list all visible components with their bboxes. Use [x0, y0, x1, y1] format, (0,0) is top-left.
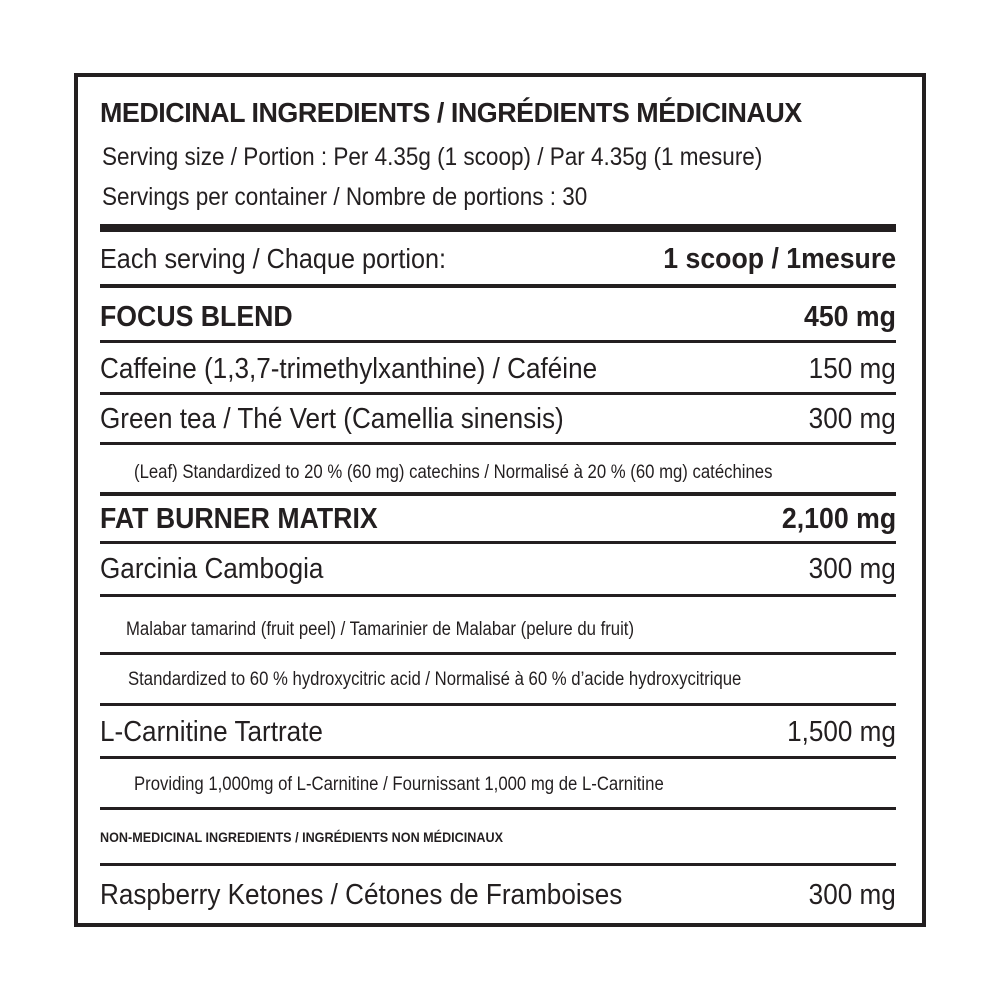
divider — [100, 594, 896, 597]
supplement-facts-panel — [74, 73, 926, 927]
divider — [100, 541, 896, 544]
divider — [100, 284, 896, 288]
divider — [100, 703, 896, 706]
garcinia-name: Garcinia Cambogia — [100, 552, 324, 585]
caffeine-row — [100, 347, 896, 391]
garcinia-amount: 300 mg — [808, 552, 896, 585]
green-tea-note: (Leaf) Standardized to 20 % (60 mg) catechins / Normalisé à 20 % (60 mg) catéchines — [134, 462, 773, 483]
raspberry-ketones-amount: 300 mg — [808, 878, 896, 911]
divider — [100, 392, 896, 395]
fat-burner-amount: 2,100 mg — [781, 502, 896, 535]
divider — [100, 442, 896, 445]
fat-burner-name: FAT BURNER MATRIX — [100, 502, 378, 535]
carnitine-name: L-Carnitine Tartrate — [100, 715, 323, 748]
divider — [100, 652, 896, 655]
fat-burner-row — [100, 497, 896, 541]
divider — [100, 807, 896, 810]
divider — [100, 492, 896, 496]
medicinal-ingredients-title: MEDICINAL INGREDIENTS / INGRÉDIENTS MÉDICINAUX — [100, 97, 802, 128]
green-tea-amount: 300 mg — [808, 402, 896, 435]
focus-blend-amount: 450 mg — [804, 300, 896, 333]
garcinia-note-1: Malabar tamarind (fruit peel) / Tamarinier de Malabar (pelure du fruit) — [126, 619, 635, 640]
raspberry-ketones-row — [100, 873, 896, 917]
each-serving-label: Each serving / Chaque portion: — [100, 243, 447, 274]
caffeine-amount: 150 mg — [808, 352, 896, 385]
green-tea-name: Green tea / Thé Vert (Camellia sinensis) — [100, 402, 564, 435]
serving-size-line: Serving size / Portion : Per 4.35g (1 scoop) / Par 4.35g (1 mesure) — [102, 143, 763, 171]
divider — [100, 863, 896, 866]
carnitine-note: Providing 1,000mg of L-Carnitine / Fournissant 1,000 mg de L-Carnitine — [134, 774, 664, 795]
each-serving-value: 1 scoop / 1mesure — [663, 242, 896, 275]
carnitine-row — [100, 710, 896, 754]
divider — [100, 756, 896, 759]
each-serving-row — [100, 237, 896, 281]
carnitine-amount: 1,500 mg — [787, 715, 896, 748]
servings-per-container-line: Servings per container / Nombre de portions : 30 — [102, 183, 588, 211]
focus-blend-name: FOCUS BLEND — [100, 300, 293, 333]
focus-blend-row — [100, 295, 896, 339]
garcinia-note-2: Standardized to 60 % hydroxycitric acid / Normalisé à 60 % d’acide hydroxycitrique — [128, 669, 742, 690]
caffeine-name: Caffeine (1,3,7-trimethylxanthine) / Caféine — [100, 352, 598, 385]
garcinia-row — [100, 547, 896, 591]
panel-content — [100, 77, 896, 923]
green-tea-row — [100, 397, 896, 441]
thick-divider — [100, 224, 896, 232]
non-medicinal-title: NON-MEDICINAL INGREDIENTS / INGRÉDIENTS NON MÉDICINAUX — [100, 829, 503, 845]
raspberry-ketones-name: Raspberry Ketones / Cétones de Framboises — [100, 878, 623, 911]
divider — [100, 340, 896, 343]
